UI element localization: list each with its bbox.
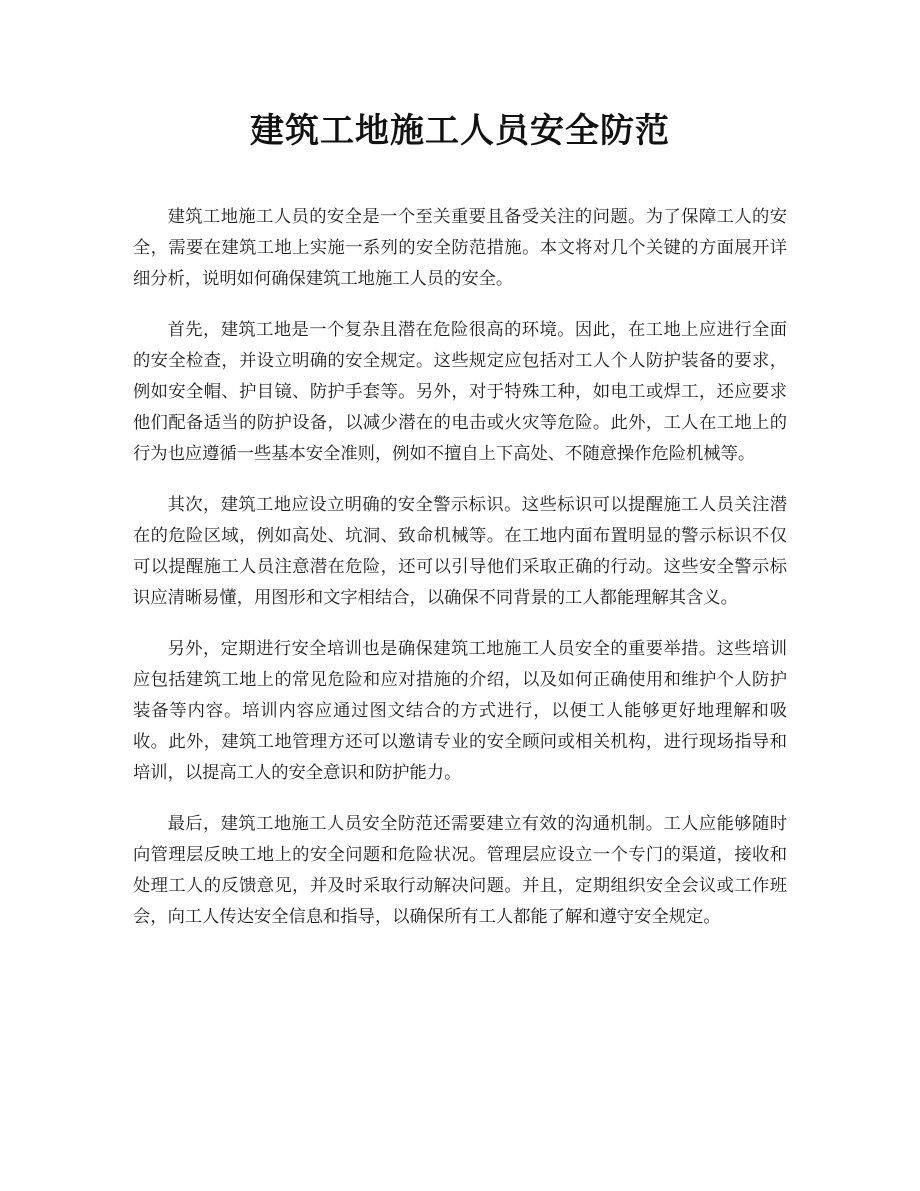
paragraph-2: 首先，建筑工地是一个复杂且潜在危险很高的环境。因此，在工地上应进行全面的安全检查，并设立明确的安全规定。这些规定应包括对工人个人防护装备的要求，例如安全帽、护目镜、防护手套等。另外，对于特殊工种，如电工或焊工，还应要求他们配备适当的防护设备，以减少潜在的电击或火灾等危险。此外，工人在工地上的行为也应遵循一些基本安全准则，例如不擅自上下高处、不随意操作危险机械等。 — [133, 320, 787, 464]
paragraph-1: 建筑工地施工人员的安全是一个至关重要且备受关注的问题。为了保障工人的安全，需要在建筑工地上实施一系列的安全防范措施。本文将对几个关键的方面展开详细分析，说明如何确保建筑工地施工人员的安全。 — [133, 207, 787, 289]
paragraph-3: 其次，建筑工地应设立明确的安全警示标识。这些标识可以提醒施工人员关注潜在的危险区域，例如高处、坑洞、致命机械等。在工地内面布置明显的警示标识不仅可以提醒施工人员注意潜在危险，还可以引导他们采取正确的行动。这些安全警示标识应清晰易懂，用图形和文字相结合，以确保不同背景的工人都能理解其含义。 — [133, 495, 787, 608]
document-title: 建筑工地施工人员安全防范 — [250, 111, 670, 151]
paragraph-4: 另外，定期进行安全培训也是确保建筑工地施工人员安全的重要举措。这些培训应包括建筑工地上的常见危险和应对措施的介绍，以及如何正确使用和维护个人防护装备等内容。培训内容应通过图文结合的方式进行，以便工人能够更好地理解和吸收。此外，建筑工地管理方还可以邀请专业的安全顾问或相关机构，进行现场指导和培训，以提高工人的安全意识和防护能力。 — [133, 639, 787, 783]
paragraph-5: 最后，建筑工地施工人员安全防范还需要建立有效的沟通机制。工人应能够随时向管理层反映工地上的安全问题和危险状况。管理层应设立一个专门的渠道，接收和处理工人的反馈意见，并及时采取行动解决问题。并且，定期组织安全会议或工作班会，向工人传达安全信息和指导，以确保所有工人都能了解和遵守安全规定。 — [133, 814, 787, 927]
document-body — [133, 202, 787, 933]
